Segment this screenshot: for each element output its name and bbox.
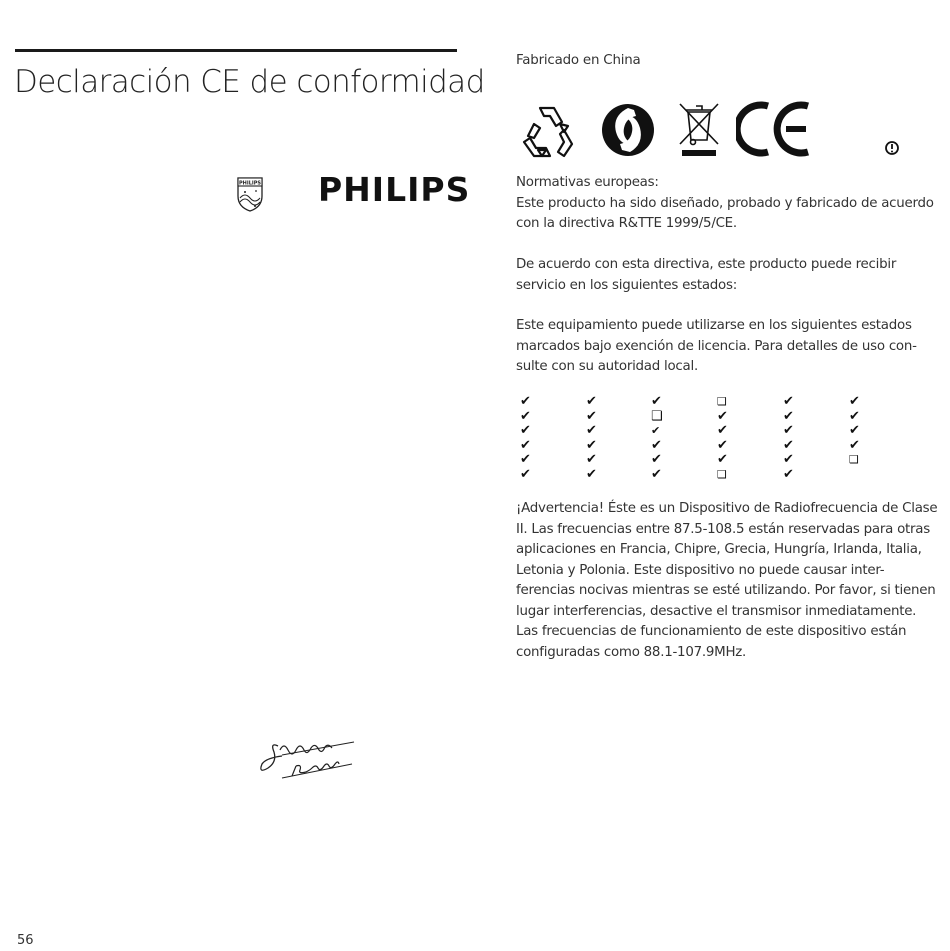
- made-in-label: Fabricado en China: [516, 53, 641, 68]
- country-grid-column: ✔ ✔ ✔ ✔ ✔ ✔: [586, 394, 597, 482]
- green-dot-icon: [600, 102, 656, 158]
- country-grid-column: ✔ ✔ ✔ ✔ ✔ ✔: [783, 394, 794, 482]
- shield-label: PHILIPS: [238, 180, 262, 187]
- signature: [252, 732, 360, 784]
- paragraph-equipamiento: Este equipamiento puede utilizarse en los siguientes estados marcados bajo exención de licencia. Para detalles de uso con-sulte con su autoridad local.: [516, 318, 917, 374]
- country-grid-column: ✔ ❑ ✔ ✔ ✔ ✔: [651, 394, 663, 482]
- paragraph-normativas: Normativas europeas: Este producto ha sido diseñado, probado y fabricado de acuerdo con la directiva R&TTE 1999/5/CE.: [516, 175, 934, 231]
- country-grid-column: ❑ ✔ ✔ ✔ ✔ ❑: [717, 395, 728, 481]
- philips-wordmark: PHILIPS: [318, 170, 471, 209]
- paragraph-advertencia: ¡Advertencia! Éste es un Dispositivo de Radiofrecuencia de Clase II. Las frecuencias entre 87.5-108.5 están reservadas para otras aplicaciones en Francia, Chipre, Grecia, Hungría, Irlanda, Italia, Letonia y Polonia. Este dispositivo no puede causar inter-ferencias nocivas mientras se esté utilizando. Por favor, si tienen lugar interferencias, desactive el transmisor inmediatamente. Las frecuencias de funcionamiento de este dispositivo están configuradas como 88.1-107.9MHz.: [516, 501, 938, 660]
- weee-bin-icon: [676, 100, 722, 158]
- page-number: 56: [17, 933, 34, 948]
- class2-alert-icon: [884, 140, 900, 156]
- paragraph-estados: De acuerdo con esta directiva, este producto puede recibir servicio en los siguientes estados:: [516, 257, 897, 293]
- page-title: Declaración CE de conformidad: [14, 64, 485, 100]
- ce-mark-icon: [736, 100, 816, 158]
- recycle-icon: [516, 100, 578, 160]
- philips-shield-icon: [236, 176, 264, 212]
- country-grid-column: ✔ ✔ ✔ ✔ ❑: [849, 394, 860, 466]
- title-rule: [15, 49, 457, 52]
- country-grid-column: ✔ ✔ ✔ ✔ ✔ ✔: [520, 394, 531, 482]
- compliance-logos: [516, 98, 906, 162]
